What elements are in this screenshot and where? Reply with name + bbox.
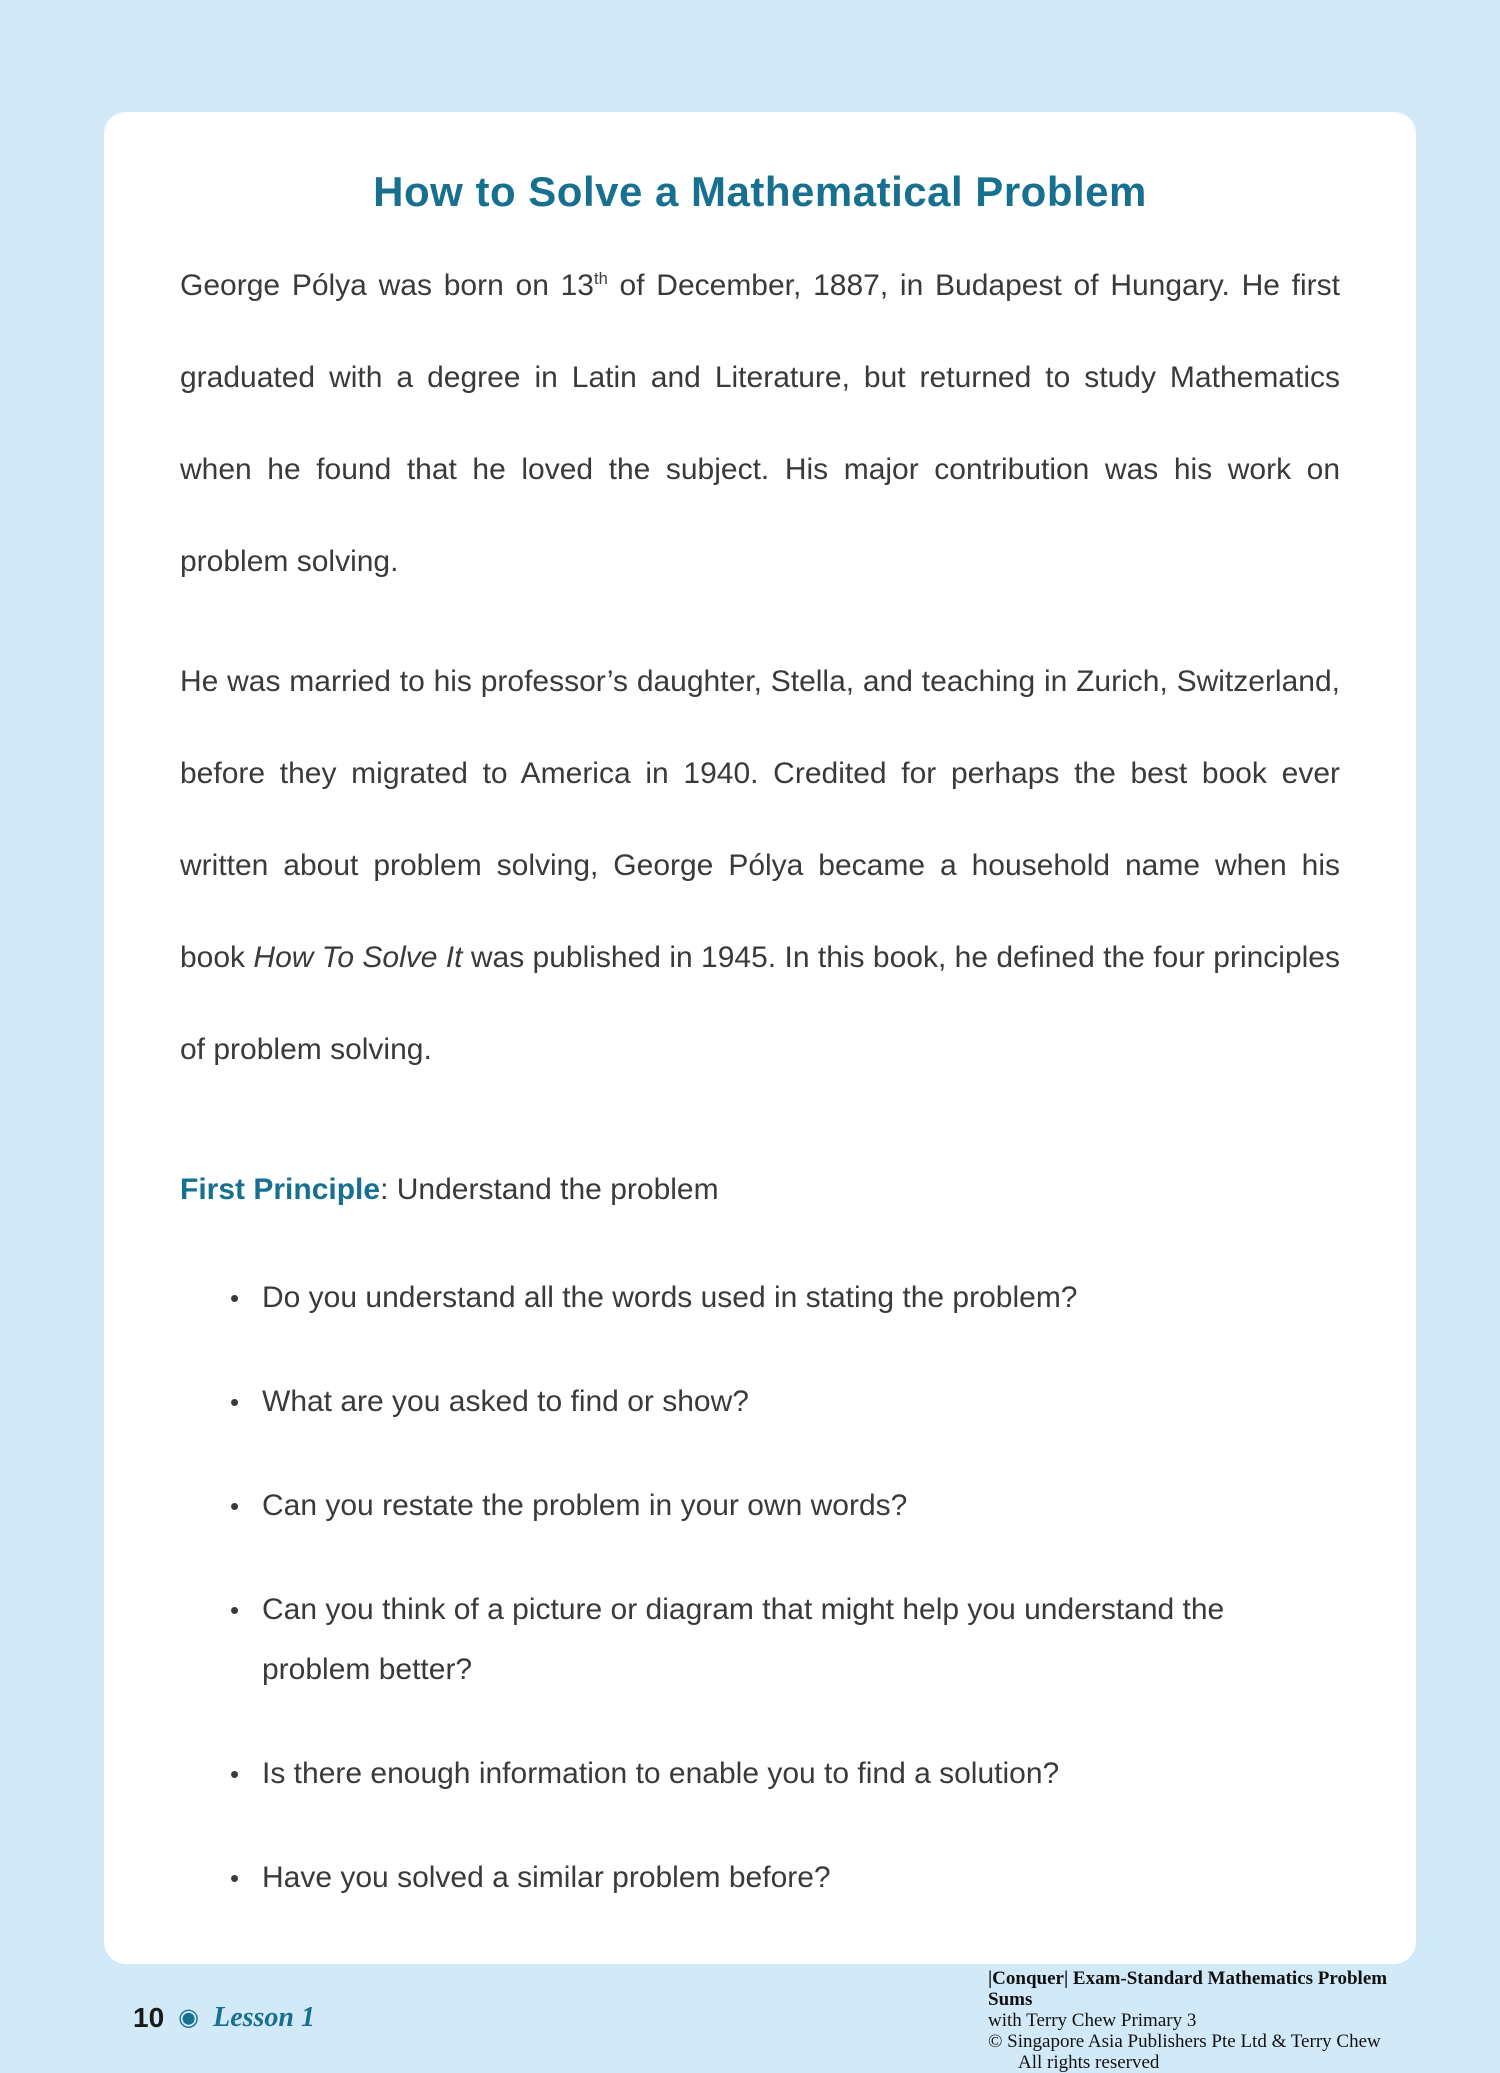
credit-line-publisher: © Singapore Asia Publishers Pte Ltd & Terry Chew xyxy=(988,2031,1381,2052)
paragraph-1-text: George Pólya was born on 13 xyxy=(180,269,594,302)
lesson-bullet-icon: ◉ xyxy=(178,2004,200,2031)
bullet-item: • Can you restate the problem in your own words? xyxy=(224,1476,1340,1536)
bullet-list xyxy=(180,1268,1340,1908)
ordinal-superscript: th xyxy=(594,270,608,288)
page-title: How to Solve a Mathematical Problem xyxy=(373,168,1147,215)
paragraph-biography-2 xyxy=(180,636,1340,1096)
bullet-item: • Can you think of a picture or diagram that might help you understand the problem better? xyxy=(224,1580,1340,1700)
paragraph-2-text: He was married to his professor’s daughter, Stella, and teaching in Zurich, Switzerland, before they migrated to America in 1940. Credited for perhaps the best book ever written about problem solving, George Pólya became a household name when his book xyxy=(180,665,1340,974)
page-number: 10 xyxy=(133,2002,165,2033)
paragraph-2-text-continued: was published in 1945. In this book, he defined the four principles of problem solving. xyxy=(180,941,1340,1066)
bullet-item: • Is there enough information to enable you to find a solution? xyxy=(224,1744,1340,1804)
principle-label: First Principle xyxy=(180,1173,381,1206)
bullet-item: • Have you solved a similar problem before? xyxy=(224,1848,1340,1908)
credit-line-series: |Conquer| Exam-Standard Mathematics Problem Sums xyxy=(988,1968,1388,2010)
copyright-block xyxy=(988,1968,1408,2073)
book-title-italic: How To Solve It xyxy=(253,941,463,974)
bullet-item: • What are you asked to find or show? xyxy=(224,1372,1340,1432)
lesson-label: Lesson 1 xyxy=(213,2002,316,2033)
paragraph-1-text-continued: of December, 1887, in Budapest of Hungary. He first graduated with a degree in Latin and Literature, but returned to study Mathematics when he found that he loved the subject. His major contribution was his work on problem solving. xyxy=(180,269,1340,578)
paragraph-biography-1 xyxy=(180,240,1340,608)
principle-description: : Understand the problem xyxy=(380,1173,719,1206)
footer-left xyxy=(133,2002,315,2034)
bullet-item: • Do you understand all the words used in stating the problem? xyxy=(224,1268,1340,1328)
credit-line-rights: All rights reserved xyxy=(1018,2052,1160,2073)
content-card xyxy=(104,112,1416,1964)
credit-line-author: with Terry Chew Primary 3 xyxy=(988,2010,1197,2031)
first-principle-heading xyxy=(180,1168,1340,1212)
